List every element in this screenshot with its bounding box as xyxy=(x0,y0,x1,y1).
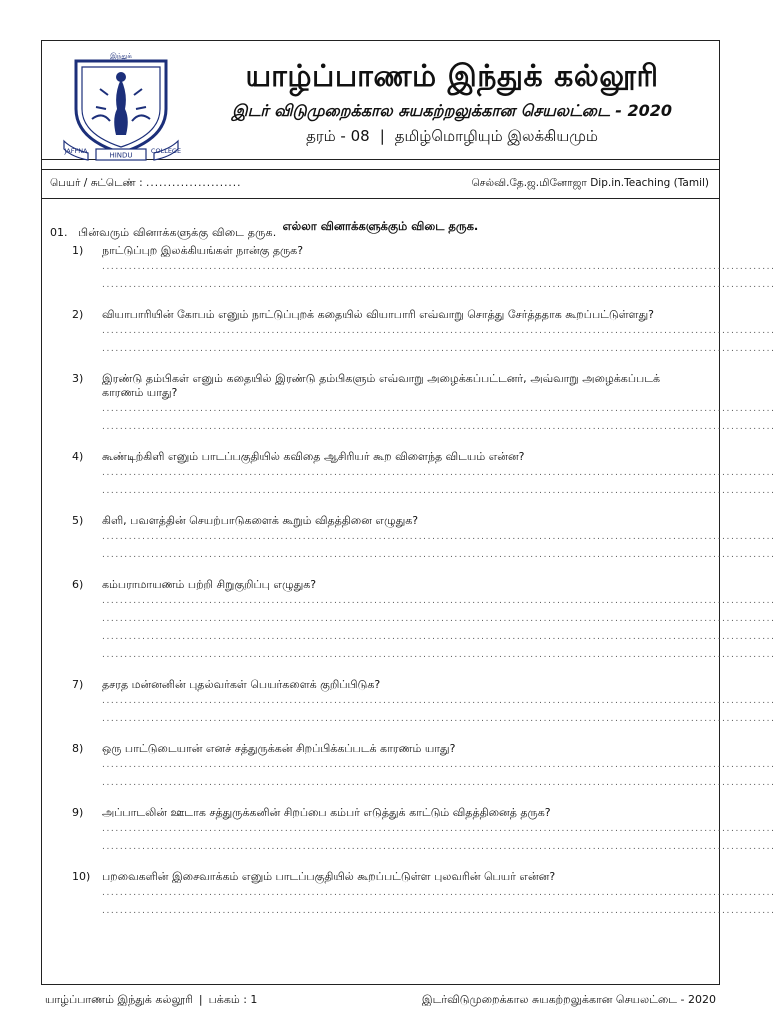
worksheet-subtitle: இடர் விடுமுறைக்கால சுயகற்றலுக்கான செயலட்டை - 2020 xyxy=(232,101,672,120)
question-item xyxy=(50,308,776,358)
answer-line[interactable]: ....................................................................................................................................................... xyxy=(102,486,776,496)
question-text: கம்பராமாயணம் பற்றி சிறுகுறிப்பு எழுதுக? xyxy=(102,578,317,591)
answer-line[interactable]: ....................................................................................................................................................... xyxy=(102,262,776,272)
question-number: 5) xyxy=(72,514,84,527)
answer-line[interactable]: ....................................................................................................................................................... xyxy=(102,596,776,606)
footer-right: இடர்விடுமுறைக்கால சுயகற்றலுக்கான செயலட்டை - 2020 xyxy=(421,993,716,1006)
header xyxy=(42,41,719,160)
name-field-dots: ...................... xyxy=(146,177,242,189)
question-number: 7) xyxy=(72,678,84,691)
teacher-name: செல்வி.தே.ஜ.மினோஜா Dip.in.Teaching (Tamil) xyxy=(471,177,709,189)
footer-page: பக்கம் : 1 xyxy=(208,993,258,1006)
main-question-number: 01. xyxy=(50,226,68,239)
answer-line[interactable]: ....................................................................................................................................................... xyxy=(102,404,776,414)
answer-line[interactable]: ....................................................................................................................................................... xyxy=(102,468,776,478)
name-field-box xyxy=(42,169,719,199)
answer-line[interactable]: ....................................................................................................................................................... xyxy=(102,344,776,354)
grade-subject-line: தரம் - 08 | தமிழ்மொழியும் இலக்கியமும் xyxy=(306,127,598,145)
question-item xyxy=(50,742,776,792)
answer-line[interactable]: ....................................................................................................................................................... xyxy=(102,650,776,660)
question-item xyxy=(50,244,776,294)
answer-line[interactable]: ....................................................................................................................................................... xyxy=(102,532,776,542)
answer-line[interactable]: ....................................................................................................................................................... xyxy=(102,326,776,336)
instruction-text: எல்லா வினாக்களுக்கும் விடை தருக. xyxy=(282,219,479,233)
name-field[interactable] xyxy=(50,177,241,190)
main-question xyxy=(50,226,660,244)
footer-left: யாழ்ப்பாணம் இந்துக் கல்லூரி | பக்கம் : 1 xyxy=(45,993,258,1006)
answer-line[interactable]: ....................................................................................................................................................... xyxy=(102,696,776,706)
question-item xyxy=(50,806,776,856)
answer-line[interactable]: ....................................................................................................................................................... xyxy=(102,422,776,432)
crest-text-mid: HINDU xyxy=(109,151,133,160)
question-number: 3) xyxy=(72,372,84,385)
crest-text-right: COLLEGE xyxy=(150,147,182,155)
question-number: 2) xyxy=(72,308,84,321)
answer-line[interactable]: ....................................................................................................................................................... xyxy=(102,714,776,724)
answer-line[interactable]: ....................................................................................................................................................... xyxy=(102,632,776,642)
question-number: 8) xyxy=(72,742,84,755)
footer-school: யாழ்ப்பாணம் இந்துக் கல்லூரி xyxy=(45,993,193,1006)
question-number: 6) xyxy=(72,578,84,591)
answer-line[interactable]: ....................................................................................................................................................... xyxy=(102,842,776,852)
subject-label: தமிழ்மொழியும் இலக்கியமும் xyxy=(394,127,598,145)
question-item xyxy=(50,372,776,436)
answer-line[interactable]: ....................................................................................................................................................... xyxy=(102,550,776,560)
questions-section xyxy=(50,226,776,934)
grade-label: தரம் - 08 xyxy=(306,127,370,145)
question-number: 1) xyxy=(72,244,84,257)
school-crest-logo xyxy=(62,49,180,161)
question-number: 4) xyxy=(72,450,84,463)
school-name: யாழ்ப்பாணம் இந்துக் கல்லூரி xyxy=(245,59,659,94)
question-item xyxy=(50,678,776,728)
question-item xyxy=(50,578,776,664)
answer-line[interactable]: ....................................................................................................................................................... xyxy=(102,888,776,898)
question-text: கூண்டிற்கிளி எனும் பாடப்பகுதியில் கவிதை ஆசிரியர் கூற விளைந்த விடயம் என்ன? xyxy=(102,450,525,463)
answer-line[interactable]: ....................................................................................................................................................... xyxy=(102,760,776,770)
question-list xyxy=(50,244,776,920)
question-text: நாட்டுப்புற இலக்கியங்கள் நான்கு தருக? xyxy=(102,244,304,257)
main-question-text: பின்வரும் வினாக்களுக்கு விடை தருக. xyxy=(78,226,277,239)
question-number: 9) xyxy=(72,806,84,819)
question-item xyxy=(50,450,776,500)
question-text: கிளி, பவளத்தின் செயற்பாடுகளைக் கூறும் விதத்தினை எழுதுக? xyxy=(102,514,419,527)
name-field-label: பெயர் / சுட்டெண் : xyxy=(50,177,143,189)
question-text: தசரத மன்னனின் புதல்வர்கள் பெயர்களைக் குறிப்பிடுக? xyxy=(102,678,381,691)
question-text: அப்பாடலின் ஊடாக சத்துருக்கனின் சிறப்பை கம்பர் எடுத்துக் காட்டும் விதத்தினைத் தருக? xyxy=(102,806,551,819)
question-item xyxy=(50,514,776,564)
question-text: ஒரு பாட்டுடையான் எனச் சத்துருக்கன் சிறப்பிக்கப்படக் காரணம் யாது? xyxy=(102,742,456,755)
answer-line[interactable]: ....................................................................................................................................................... xyxy=(102,778,776,788)
answer-line[interactable]: ....................................................................................................................................................... xyxy=(102,614,776,624)
question-text: இரண்டு தம்பிகள் எனும் கதையில் இரண்டு தம்பிகளும் எவ்வாறு அழைக்கப்பட்டனர், அவ்வாறு அழைக்கப்படக் காரணம் யாது? xyxy=(102,372,660,399)
question-item xyxy=(50,870,776,920)
answer-line[interactable]: ....................................................................................................................................................... xyxy=(102,280,776,290)
question-text: வியாபாரியின் கோபம் எனும் நாட்டுப்புறக் கதையில் வியாபாரி எவ்வாறு சொத்து சேர்த்ததாக கூறப்பட்டுள்ளது? xyxy=(102,308,654,321)
crest-top-text: இந்துக் xyxy=(110,52,132,60)
question-text: பறவைகளின் இசைவாக்கம் எனும் பாடப்பகுதியில் கூறப்பட்டுள்ள புலவரின் பெயர் என்ன? xyxy=(102,870,556,883)
answer-line[interactable]: ....................................................................................................................................................... xyxy=(102,906,776,916)
crest-text-left: JAFFNA xyxy=(64,147,88,155)
question-number: 10) xyxy=(72,870,91,883)
answer-line[interactable]: ....................................................................................................................................................... xyxy=(102,824,776,834)
